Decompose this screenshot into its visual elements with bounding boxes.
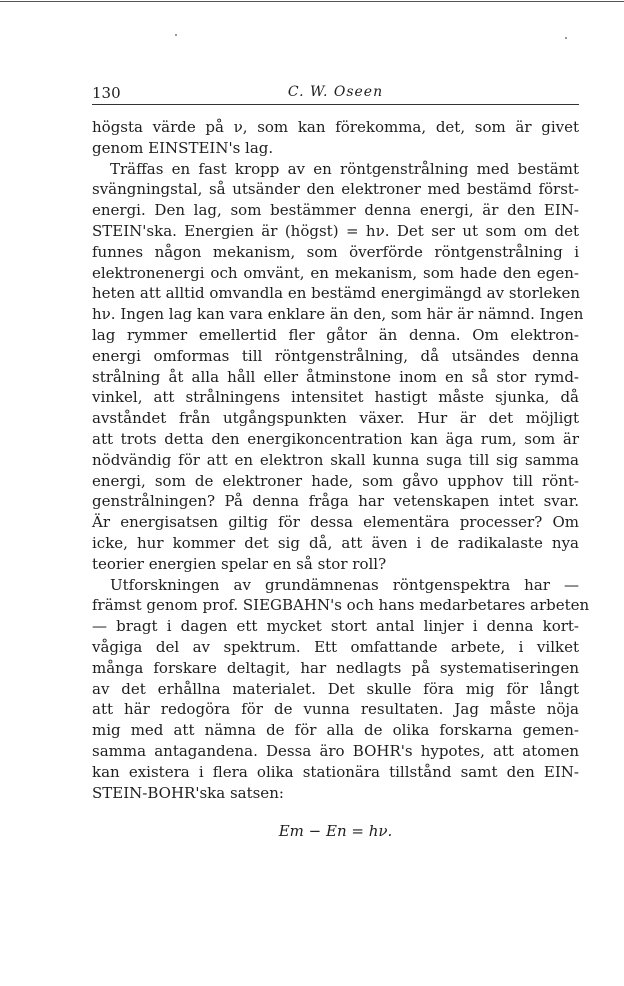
text-line: icke, hur kommer det sig då, att även i de radikalaste nya [92, 533, 579, 552]
header-rule [92, 104, 579, 105]
text-line: hν. Ingen lag kan vara enklare än den, som här är nämnd. Ingen [92, 305, 584, 324]
running-head: C. W. Oseen [287, 84, 384, 100]
text-line: Är energisatsen giltig för dessa elementära processer? Om [92, 513, 579, 532]
text-line: att här redogöra för de vunna resultaten. Jag måste nöja [92, 700, 579, 719]
text-line: STEIN-BOHR'ska satsen: [92, 783, 284, 802]
text-line: teorier energien spelar en så stor roll? [92, 554, 387, 573]
text-line: elektronenergi och omvänt, en mekanism, som hade den egen- [92, 263, 579, 282]
text-line: strålning åt alla håll eller åtminstone inom en så stor rymd- [92, 367, 579, 386]
text-line: energi, som de elektroner hade, som gåvo upphov till rönt- [92, 471, 579, 490]
formula: Em − En = hν. [278, 822, 393, 840]
text-line: energi omformas till röntgenstrålning, då utsändes denna [92, 346, 579, 365]
print-speck [175, 34, 177, 36]
text-line: kan existera i flera olika stationära tillstånd samt den EIN- [92, 762, 579, 781]
page-header [92, 84, 579, 104]
body-text [92, 117, 590, 803]
print-speck [565, 37, 567, 39]
text-line: heten att alltid omvandla en bestämd energimängd av storleken [92, 284, 581, 303]
text-line: — bragt i dagen ett mycket stort antal linjer i denna kort- [92, 617, 579, 636]
text-line: energi. Den lag, som bestämmer denna energi, är den EIN- [92, 201, 579, 220]
text-line: att trots detta den energikoncentration kan äga rum, som är [92, 429, 579, 448]
text-line: Träffas en fast kropp av en röntgenstrålning med bestämt [110, 159, 579, 178]
text-line: funnes någon mekanism, som överförde röntgenstrålning i [92, 242, 579, 261]
text-line: högsta värde på ν, som kan förekomma, det, som är givet [92, 118, 579, 136]
page-number: 130 [92, 84, 121, 102]
text-line: avståndet från utgångspunkten växer. Hur är det möjligt [92, 409, 579, 428]
text-line: av det erhållna materialet. Det skulle föra mig för långt [92, 679, 579, 698]
text-line: genstrålningen? På denna fråga har vetenskapen intet svar. [92, 492, 579, 511]
text-line: vinkel, att strålningens intensitet hastigt måste sjunka, då [92, 388, 579, 407]
text-line: mig med att nämna de för alla de olika forskarna gemen- [92, 721, 579, 740]
text-line: främst genom prof. SIEGBAHN's och hans medarbetares arbeten [92, 596, 590, 615]
text-line: genom EINSTEIN's lag. [92, 138, 274, 157]
page-top-edge [0, 1, 624, 2]
text-line: STEIN'ska. Energien är (högst) = hν. Det ser ut som om det [92, 221, 579, 240]
text-line: Utforskningen av grundämnenas röntgenspektra har — [110, 575, 579, 594]
text-line: många forskare deltagit, har nedlagts på systematiseringen [92, 658, 579, 677]
text-line: nödvändig för att en elektron skall kunna suga till sig samma [92, 450, 579, 469]
text-line: samma antagandena. Dessa äro BOHR's hypotes, att atomen [92, 741, 579, 760]
text-line: lag rymmer emellertid fler gåtor än denna. Om elektron- [92, 325, 579, 344]
text-line: svängningstal, så utsänder den elektroner med bestämd först- [92, 180, 579, 199]
text-line: vågiga del av spektrum. Ett omfattande arbete, i vilket [92, 637, 579, 656]
